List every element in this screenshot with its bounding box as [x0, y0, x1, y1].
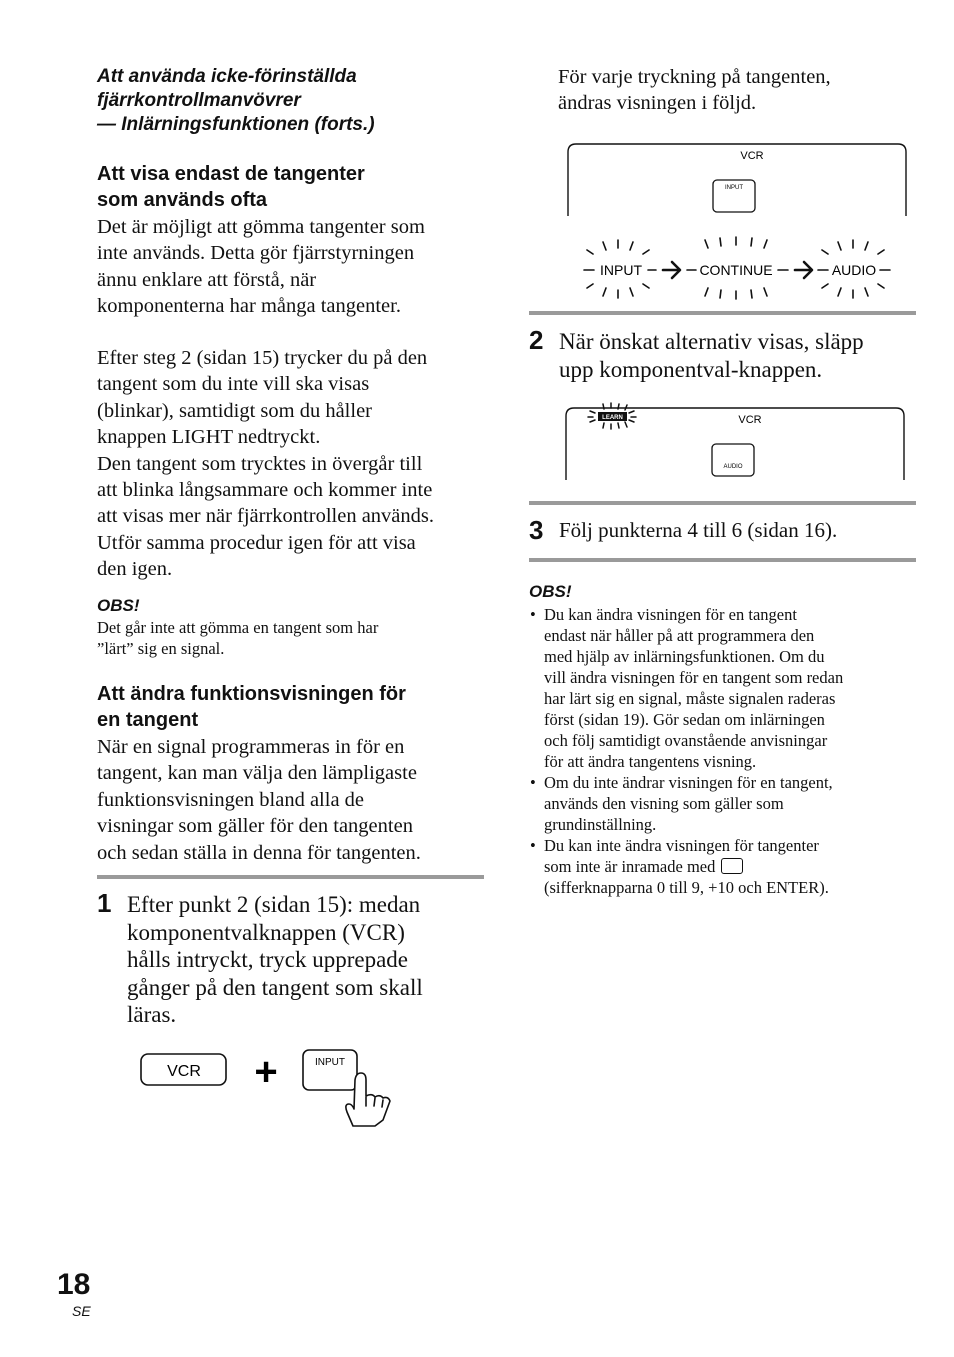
- obs-label: OBS!: [529, 582, 572, 601]
- right-intro: [558, 64, 831, 117]
- text-line: När önskat alternativ visas, släpp: [559, 329, 864, 354]
- divider: [529, 311, 916, 315]
- section1-paragraph1: [97, 214, 425, 320]
- text-line: (blinkar), samtidigt som du håller: [97, 399, 372, 422]
- heading-line: en tangent: [97, 709, 199, 731]
- text-line: Det är möjligt att gömma tangenter som: [97, 216, 425, 238]
- text-line: hålls intryckt, tryck upprepade: [127, 947, 409, 972]
- text-line: läras.: [127, 1002, 177, 1027]
- text-line: [544, 856, 829, 877]
- text-segment: som inte är inramade med: [544, 857, 716, 876]
- display-key-label: AUDIO: [723, 464, 743, 470]
- text-line: Efter steg 2 (sidan 15) trycker du på den: [97, 347, 428, 369]
- text-line: endast när håller på att programmera den: [544, 626, 815, 645]
- learn-indicator-label: LEARN: [602, 415, 623, 421]
- step2-text: [559, 328, 864, 383]
- step-number: 2: [529, 325, 544, 355]
- text-line: Du kan inte ändra visningen för tangenter: [544, 836, 819, 855]
- section1-paragraph2: [97, 345, 434, 583]
- text-line: knappen LIGHT nedtryckt.: [97, 426, 321, 449]
- obs-note: [97, 617, 378, 659]
- header-line: fjärrkontrollmanvövrer: [97, 90, 301, 111]
- text-line: den igen.: [97, 558, 173, 581]
- text-line: ännu enklare att förstå, när: [97, 268, 317, 291]
- header-line: — Inlärningsfunktionen (forts.): [97, 114, 375, 135]
- arrow-right-icon: [795, 262, 812, 278]
- text-line: När en signal programmeras in för en: [97, 736, 405, 758]
- bullet-dot: •: [530, 605, 536, 624]
- text-line: komponentvalknappen (VCR): [127, 919, 405, 945]
- heading-line: Att ändra funktionsvisningen för: [97, 683, 406, 705]
- text-line: att visas mer när fjärrkontrollen används.: [97, 505, 434, 528]
- section-heading-change-display: [97, 681, 406, 733]
- text-line: komponenterna har många tangenter.: [97, 295, 401, 318]
- text-line: att blinka långsammare och kommer inte: [97, 479, 433, 502]
- text-line: Efter punkt 2 (sidan 15): medan: [127, 892, 421, 917]
- text-line: tangent, kan man välja den lämpligaste: [97, 762, 417, 785]
- sequence-step-input: INPUT: [600, 262, 642, 278]
- display-key: [712, 444, 754, 476]
- plus-sign: +: [254, 1050, 278, 1094]
- text-line: först (sidan 19). Gör sedan om inlärningen: [544, 710, 825, 729]
- sequence-step-continue: CONTINUE: [699, 262, 773, 278]
- device-label: VCR: [740, 150, 764, 162]
- divider: [97, 875, 484, 879]
- text-line: upp komponentval-knappen.: [559, 356, 823, 382]
- text-line: visningar som gäller för den tangenten: [97, 815, 413, 838]
- input-button-label: INPUT: [315, 1057, 345, 1068]
- heading-line: som används ofta: [97, 189, 268, 211]
- header-line: Att använda icke-förinställda: [97, 66, 357, 87]
- display-sequence-diagram: [560, 140, 912, 305]
- frame-icon: [721, 858, 743, 874]
- step-number: 1: [97, 888, 112, 918]
- text-line: vill ändra visningen för en tangent som redan: [544, 668, 844, 687]
- text-line: Om du inte ändrar visningen för en tangent,: [544, 773, 833, 792]
- text-line: Utför samma procedur igen för att visa: [97, 531, 416, 554]
- text-line: med hjälp av inlärningsfunktionen. Om du: [544, 647, 825, 666]
- text-line: Det går inte att gömma en tangent som har: [97, 618, 379, 637]
- text-line: har lärt sig en signal, måste signalen raderas: [544, 689, 836, 708]
- text-line: används den visning som gäller som: [544, 794, 784, 813]
- text-line: grundinställning.: [544, 815, 657, 834]
- text-line: För varje tryckning på tangenten,: [558, 66, 831, 88]
- text-line: funktionsvisningen bland alla de: [97, 788, 365, 811]
- running-header: [97, 65, 375, 137]
- step1-text: [127, 891, 423, 1029]
- heading-line: Att visa endast de tangenter: [97, 163, 365, 185]
- text-line: och sedan ställa in denna för tangenten.: [97, 841, 421, 864]
- text-line: ändras visningen i följd.: [558, 92, 757, 115]
- text-line: Du kan ändra visningen för en tangent: [544, 605, 797, 624]
- text-line: och följ samtidigt ovanstående anvisningar: [544, 731, 828, 750]
- device-label: VCR: [738, 414, 762, 426]
- display-learn-diagram: [560, 402, 912, 484]
- step-number: 3: [529, 515, 544, 545]
- step3-text: Följ punkterna 4 till 6 (sidan 16).: [559, 518, 838, 542]
- input-button: [303, 1050, 357, 1090]
- bullet-dot: •: [530, 773, 536, 792]
- page-number: 18: [57, 1268, 91, 1301]
- section2-paragraph: [97, 734, 421, 866]
- obs-label: OBS!: [97, 596, 140, 615]
- language-code: SE: [72, 1303, 91, 1319]
- bullet-dot: •: [530, 836, 536, 855]
- vcr-button-label: VCR: [167, 1063, 201, 1080]
- divider: [529, 558, 916, 562]
- text-line: Den tangent som trycktes in övergår till: [97, 452, 423, 475]
- text-line: (sifferknapparna 0 till 9, +10 och ENTER).: [544, 878, 829, 897]
- display-key-label: INPUT: [725, 185, 743, 191]
- text-line: ”lärt” sig en signal.: [97, 639, 225, 658]
- text-line: inte används. Detta gör fjärrstyrningen: [97, 242, 415, 265]
- divider: [529, 501, 916, 505]
- sequence-step-audio: AUDIO: [831, 262, 877, 278]
- text-line: tangent som du inte vill ska visas: [97, 373, 370, 396]
- section-heading-hide-keys: [97, 161, 365, 213]
- text-line: för att ändra tangentens visning.: [544, 752, 757, 771]
- step1-illustration: [130, 1040, 400, 1135]
- arrow-right-icon: [663, 262, 680, 278]
- text-line: gånger på den tangent som skall: [127, 974, 423, 1000]
